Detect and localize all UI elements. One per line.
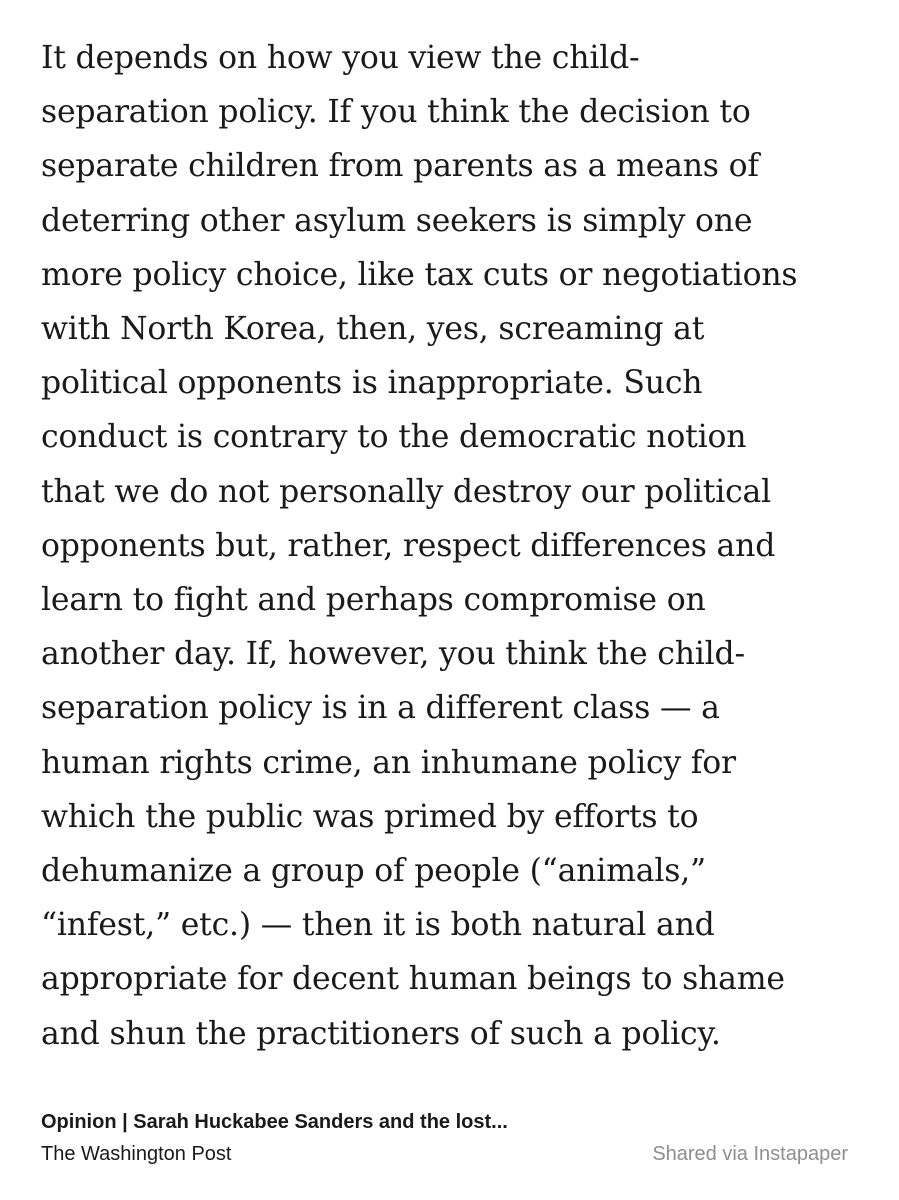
quote-line: It depends on how you view the child- — [41, 40, 640, 76]
quote-line: appropriate for decent human beings to shame — [41, 961, 785, 998]
quote-line: political opponents is inappropriate. Such — [41, 365, 703, 402]
quote-line: opponents but, rather, respect differences and — [41, 527, 776, 564]
quote-line: learn to fight and perhaps compromise on — [41, 582, 706, 619]
quote-line: human rights crime, an inhumane policy for — [41, 744, 736, 781]
quote-line: “infest,” etc.) — then it is both natural and — [41, 907, 715, 944]
quote-line: deterring other asylum seekers is simply one — [41, 202, 753, 239]
shared-via-label: Shared via Instapaper — [652, 1143, 848, 1165]
quote-line: another day. If, however, you think the child- — [41, 636, 745, 673]
quote-line: more policy choice, like tax cuts or negotiations — [41, 256, 798, 293]
quote-line: which the public was primed by efforts to — [41, 798, 699, 835]
share-footer — [41, 1108, 848, 1168]
publication-name: The Washington Post — [41, 1143, 232, 1165]
quote-line: separation policy. If you think the decision to — [41, 94, 751, 131]
quote-line: conduct is contrary to the democratic notion — [41, 419, 747, 456]
article-title-link[interactable]: Opinion | Sarah Huckabee Sanders and the lost... — [41, 1111, 508, 1133]
quote-text — [41, 31, 871, 1061]
quote-line: and shun the practitioners of such a policy. — [41, 1015, 721, 1052]
quote-line: with North Korea, then, yes, screaming at — [41, 311, 705, 348]
quote-line: separation policy is in a different class — a — [41, 690, 720, 727]
quote-line: dehumanize a group of people (“animals,” — [41, 853, 706, 890]
quote-line: that we do not personally destroy our political — [41, 473, 771, 510]
source-row — [41, 1140, 848, 1168]
quote-line: separate children from parents as a means of — [41, 148, 759, 185]
